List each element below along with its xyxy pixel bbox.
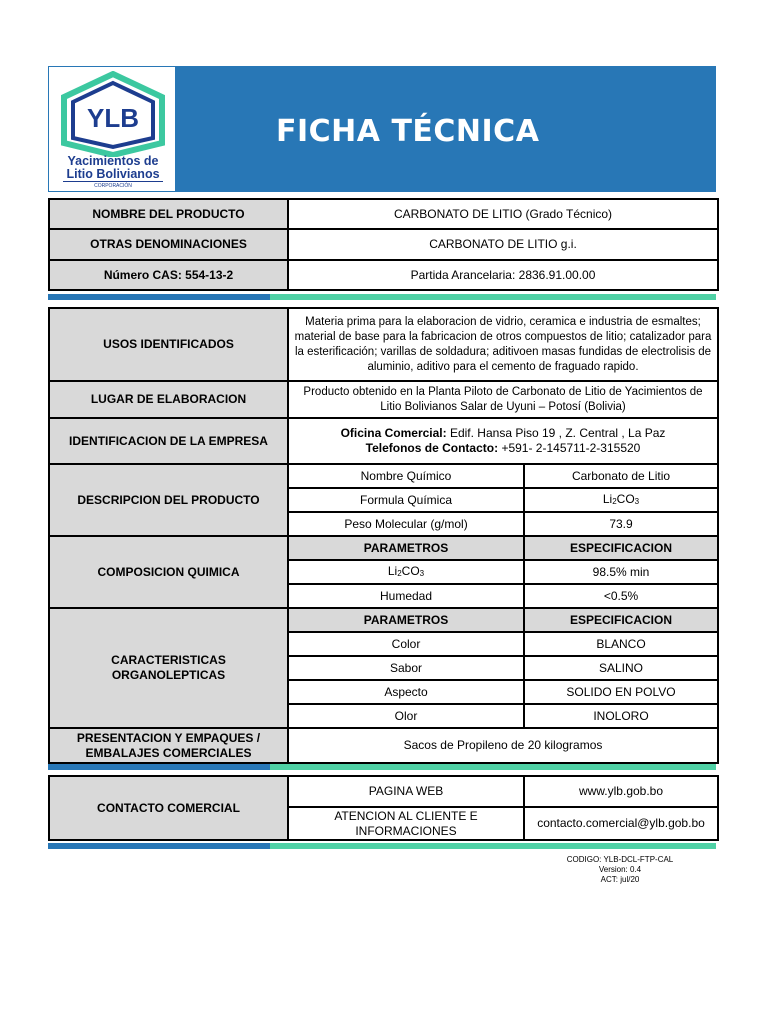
descripcion-label: DESCRIPCION DEL PRODUCTO [49,464,288,536]
li2co3-label: $Li_2CO_3$ [288,560,524,584]
especificacion-header: ESPECIFICACION [524,608,718,632]
sabor-value: SALINO [524,656,718,680]
telefonos-line [293,441,713,456]
product-details-table [48,307,719,764]
lugar-value: Producto obtenido en la Planta Piloto de Carbonato de Litio de Yacimientos de Litio Bolivianos Salar de Uyuni – Potosí (Bolivia) [288,381,718,418]
table-row [49,260,718,290]
presentacion-label: PRESENTACION Y EMPAQUES / EMBALAJES COMERCIALES [49,728,288,763]
contacto-comercial-label: CONTACTO COMERCIAL [49,776,288,840]
organolepticas-label: CARACTERISTICAS ORGANOLEPTICAS [49,608,288,728]
telefonos-value: +591- 2-145711-2-315520 [498,441,641,455]
section-divider [48,294,716,300]
table-row [49,776,718,807]
peso-molecular-value: 73.9 [524,512,718,536]
usos-label: USOS IDENTIFICADOS [49,308,288,381]
document-codes [520,855,720,885]
cas-number-label: Número CAS: 554-13-2 [49,260,288,290]
table-row [49,728,718,763]
partida-arancelaria-value: Partida Arancelaria: 2836.91.00.00 [288,260,718,290]
table-row [49,229,718,260]
ylb-hexagon-logo [57,71,169,157]
table-row [49,464,718,488]
color-label: Color [288,632,524,656]
peso-molecular-label: Peso Molecular (g/mol) [288,512,524,536]
pagina-web-link[interactable]: www.ylb.gob.bo [524,776,718,807]
act-text: ACT: jul/20 [600,875,640,884]
document-header [48,66,716,192]
color-value: BLANCO [524,632,718,656]
presentacion-value: Sacos de Propileno de 20 kilogramos [288,728,718,763]
version-text: Version: 0.4 [598,865,642,874]
divider-green-segment [270,294,716,300]
contact-email-link[interactable]: contacto.comercial@ylb.gob.bo [524,807,718,840]
composicion-label: COMPOSICION QUIMICA [49,536,288,608]
especificacion-header: ESPECIFICACION [524,536,718,560]
table-row [49,199,718,229]
divider-green-segment [270,764,716,770]
logo-letters: YLB [87,103,139,133]
formula-quimica-label: Formula Química [288,488,524,512]
aspecto-value: SOLIDO EN POLVO [524,680,718,704]
empresa-value [288,418,718,464]
company-logo [48,66,176,192]
table-row [49,608,718,632]
contact-table [48,775,719,841]
formula-quimica-value: $Li_2CO_3$ [524,488,718,512]
table-row [49,418,718,464]
logo-name-line1: Yacimientos de [67,154,159,168]
usos-value: Materia prima para la elaboracion de vidrio, ceramica e industria de esmaltes; material de base para la fabricacion de otros compuestos de litio; catalizador para la esterificación; varillas de soldadura; aditivoen masas fundidas de electrolisis de aluminio, aditivo para el cemento de fraguado rapido. [288,308,718,381]
nombre-quimico-value: Carbonato de Litio [524,464,718,488]
pagina-web-label: PAGINA WEB [288,776,524,807]
section-divider [48,764,716,770]
section-divider [48,843,716,849]
divider-blue-segment [48,294,270,300]
logo-underline [63,181,163,182]
lugar-label: LUGAR DE ELABORACION [49,381,288,418]
codigo-text: CODIGO: YLB-DCL-FTP-CAL [566,855,674,864]
olor-label: Olor [288,704,524,728]
divider-blue-segment [48,843,270,849]
nombre-producto-label: NOMBRE DEL PRODUCTO [49,199,288,229]
oficina-key: Oficina Comercial: [340,426,447,440]
table-row [49,381,718,418]
li2co3-value: 98.5% min [524,560,718,584]
product-id-table [48,198,719,291]
divider-blue-segment [48,764,270,770]
atencion-cliente-label: ATENCION AL CLIENTE E INFORMACIONES [288,807,524,840]
table-row [49,536,718,560]
empresa-label: IDENTIFICACION DE LA EMPRESA [49,418,288,464]
nombre-quimico-label: Nombre Químico [288,464,524,488]
logo-name-line2: Litio Bolivianos [66,167,160,181]
table-row [49,308,718,381]
nombre-producto-value: CARBONATO DE LITIO (Grado Técnico) [288,199,718,229]
oficina-value: Edif. Hansa Piso 19 , Z. Central , La Paz [446,426,666,440]
divider-green-segment [270,843,716,849]
page-title: FICHA TÉCNICA [276,114,540,149]
otras-denominaciones-label: OTRAS DENOMINACIONES [49,229,288,260]
humedad-label: Humedad [288,584,524,608]
oficina-line [293,426,713,441]
olor-value: INOLORO [524,704,718,728]
parametros-header: PARAMETROS [288,608,524,632]
logo-corporacion: CORPORACIÓN [94,183,132,189]
otras-denominaciones-value: CARBONATO DE LITIO g.i. [288,229,718,260]
parametros-header: PARAMETROS [288,536,524,560]
humedad-value: <0.5% [524,584,718,608]
aspecto-label: Aspecto [288,680,524,704]
telefonos-key: Telefonos de Contacto: [365,441,499,455]
sabor-label: Sabor [288,656,524,680]
